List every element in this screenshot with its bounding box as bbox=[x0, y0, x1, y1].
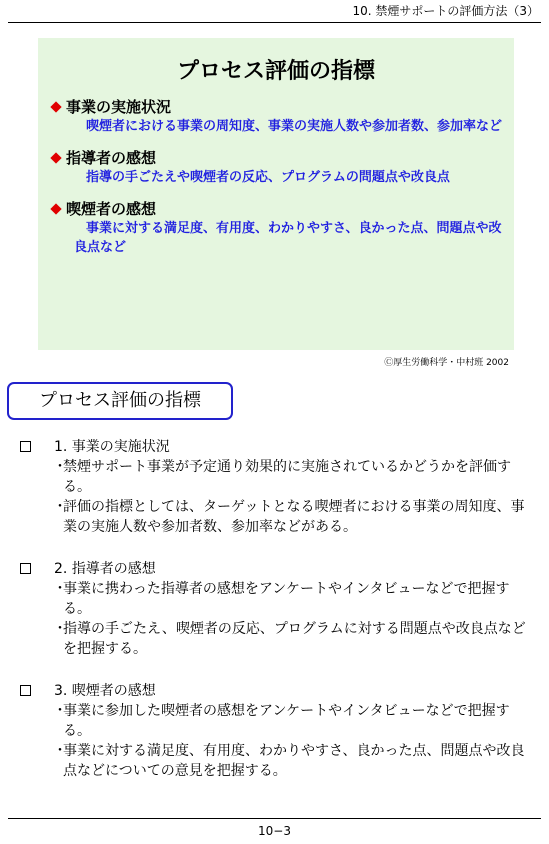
slide-section-heading bbox=[38, 97, 514, 117]
bullet-marker: ・ bbox=[53, 459, 67, 475]
checkbox-icon bbox=[20, 563, 31, 574]
page-number: 10−3 bbox=[258, 824, 291, 838]
item-title: 3. 喫煙者の感想 bbox=[54, 683, 156, 699]
slide-panel bbox=[38, 38, 514, 350]
section-heading-box: プロセス評価の指標 bbox=[7, 382, 233, 420]
list-item bbox=[8, 437, 541, 537]
bullet-text: 事業に参加した喫煙者の感想をアンケートやインタビューなどで把握する。 bbox=[63, 703, 510, 739]
bullet-text: 指導の手ごたえ、喫煙者の反応、プログラムに対する問題点や改良点などを把握する。 bbox=[63, 621, 526, 657]
bullet-point bbox=[8, 619, 541, 659]
bullet-text: 事業に携わった指導者の感想をアンケートやインタビューなどで把握する。 bbox=[63, 581, 510, 617]
checkbox-icon bbox=[20, 441, 31, 452]
bullet-point bbox=[8, 579, 541, 619]
footer-rule bbox=[8, 818, 541, 819]
bullet-text: 評価の指標としては、ターゲットとなる喫煙者における事業の周知度、事業の実施人数や参加者数、参加率などがある。 bbox=[63, 499, 525, 535]
item-title: 2. 指導者の感想 bbox=[54, 561, 156, 577]
bullet-marker: ・ bbox=[53, 499, 67, 515]
checkbox-icon bbox=[20, 685, 31, 696]
bullet-point bbox=[8, 497, 541, 537]
bullet-marker: ・ bbox=[53, 743, 67, 759]
item-header bbox=[8, 437, 541, 457]
slide-section-heading bbox=[38, 199, 514, 219]
header-rule bbox=[8, 22, 541, 23]
bullet-marker: ・ bbox=[53, 581, 67, 597]
slide-section bbox=[38, 97, 514, 136]
slide-section bbox=[38, 199, 514, 257]
list-item bbox=[8, 681, 541, 781]
item-title: 1. 事業の実施状況 bbox=[54, 439, 170, 455]
red-diamond-icon bbox=[50, 203, 61, 214]
slide-section-heading-label: 喫煙者の感想 bbox=[66, 200, 157, 218]
copyright-credit: Ⓒ厚生労働科学・中村班 2002 bbox=[384, 358, 509, 368]
slide-section-heading-label: 指導者の感想 bbox=[66, 149, 157, 167]
bullet-point bbox=[8, 701, 541, 741]
bullet-text: 事業に対する満足度、有用度、わかりやすさ、良かった点、問題点や改良点などについての意見を把握する。 bbox=[63, 743, 525, 779]
list-item bbox=[8, 559, 541, 659]
bullet-point bbox=[8, 457, 541, 497]
bullet-text: 禁煙サポート事業が予定通り効果的に実施されているかどうかを評価する。 bbox=[63, 459, 511, 495]
item-list bbox=[8, 437, 541, 803]
item-header bbox=[8, 681, 541, 701]
page-header-title: 10. 禁煙サポートの評価方法（3） bbox=[352, 4, 539, 18]
slide-section bbox=[38, 148, 514, 187]
red-diamond-icon bbox=[50, 152, 61, 163]
slide-section-description: 喫煙者における事業の周知度、事業の実施人数や参加者数、参加率など bbox=[86, 119, 503, 134]
slide-section-heading-label: 事業の実施状況 bbox=[66, 98, 172, 116]
red-diamond-icon bbox=[50, 101, 61, 112]
slide-title: プロセス評価の指標 bbox=[176, 59, 375, 84]
item-header bbox=[8, 559, 541, 579]
slide-section-description: 指導の手ごたえや喫煙者の反応、プログラムの問題点や改良点 bbox=[86, 170, 450, 185]
bullet-marker: ・ bbox=[53, 621, 67, 637]
bullet-marker: ・ bbox=[53, 703, 67, 719]
slide-section-heading bbox=[38, 148, 514, 168]
bullet-point bbox=[8, 741, 541, 781]
slide-section-description: 事業に対する満足度、有用度、わかりやすさ、良かった点、問題点や改良点など bbox=[74, 221, 502, 255]
